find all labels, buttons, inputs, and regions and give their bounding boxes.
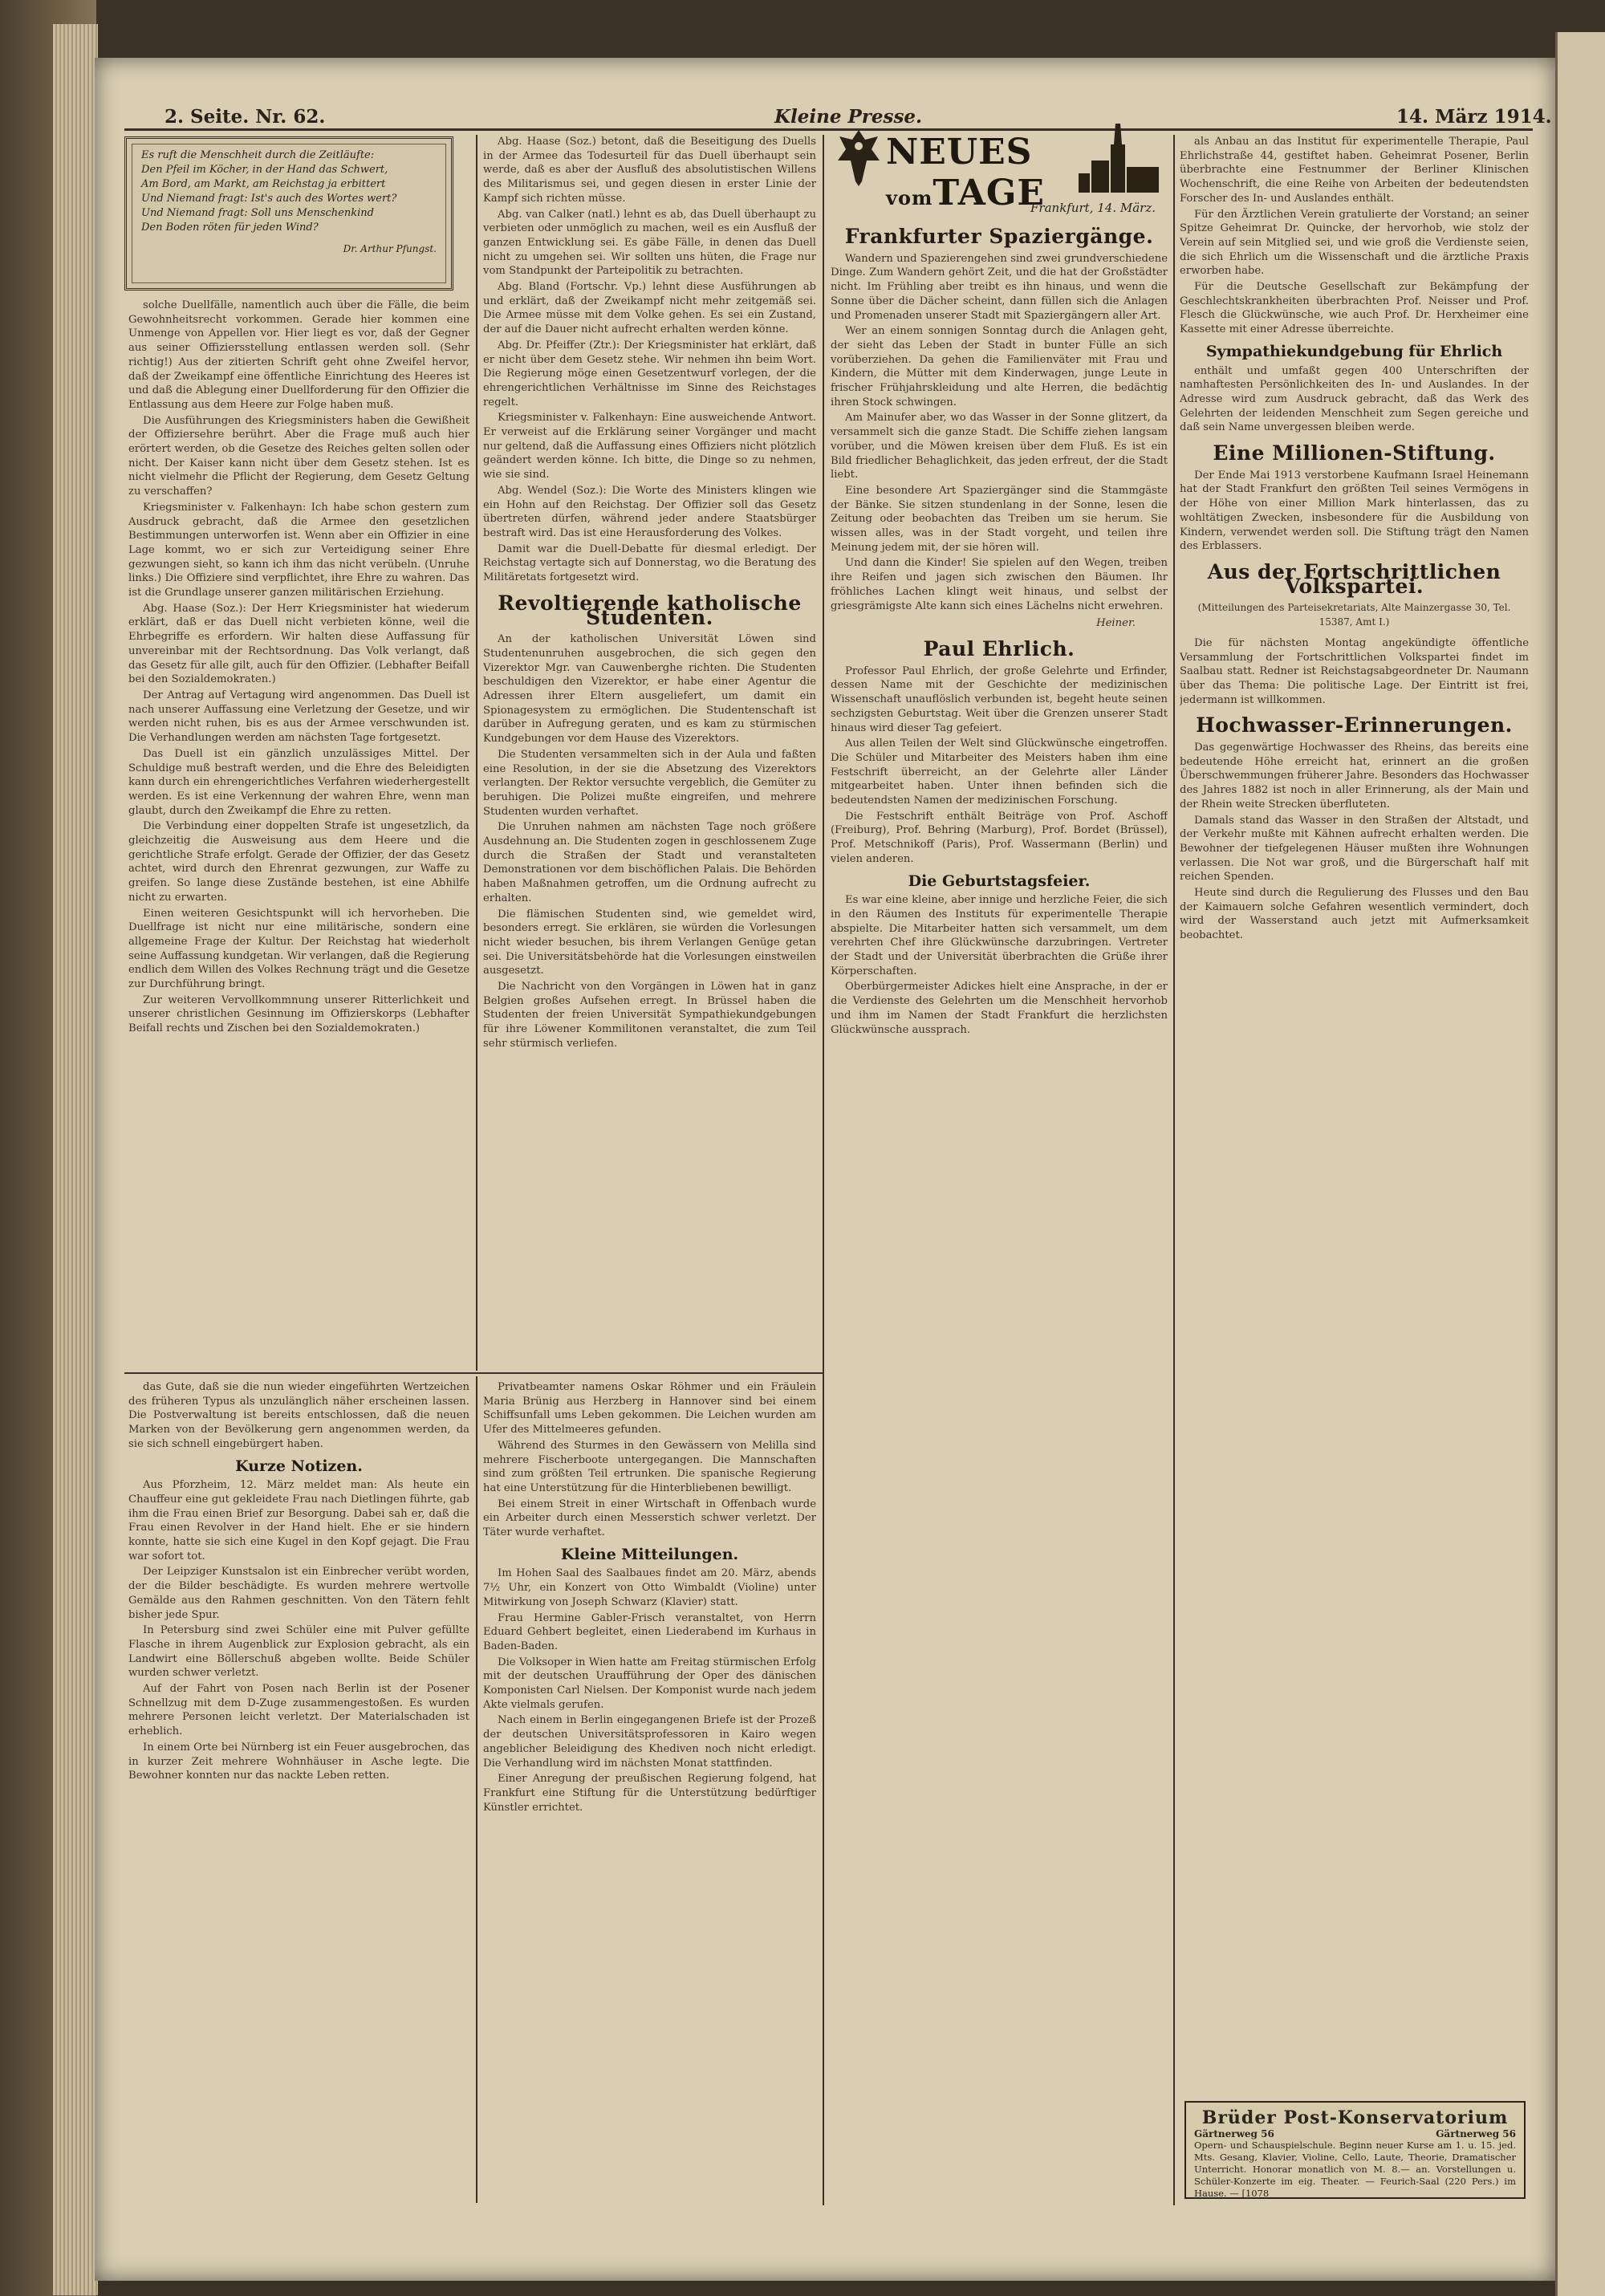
poem-line: Den Pfeil im Köcher, in der Hand das Schwert, <box>141 164 388 176</box>
poem-author: Dr. Arthur Pfungst. <box>343 243 437 254</box>
article-subheading: Kurze Notizen. <box>235 1457 363 1475</box>
article-paragraph: Am Mainufer aber, wo das Wasser in der Sonne glitzert, da versammelt sich die ganze Stadt. Die Schiffe ziehen langsam vorüber, und die Möwen kreisen über dem Fluß. Es ist ein Bild friedlicher Behaglichkeit, das jeden erfreut, der die Stadt liebt. <box>831 412 1168 482</box>
article-paragraph: Und dann die Kinder! Sie spielen auf den Wegen, treiben ihre Reifen und jagen sich zwischen den Bäumen. Ihr fröhliches Lachen klingt weit hinaus, und selbst der griesgrämigste Alte kann sich eines Lächelns nicht erwehren. <box>831 557 1168 612</box>
article-paragraph: An der katholischen Universität Löwen sind Studentenunruhen ausgebrochen, die sich gegen den Vizerektor Mgr. van Cauwenberghe richten. Die Studenten beschuldigen den Vizerektor, er habe einer Agentur die Adressen ihrer Eltern ausgeliefert, um damit ein Spionagesystem zu ermöglichen. Die Studentenschaft ist darüber in Aufregung geraten, und es kam zu stürmischen Kundgebungen vor dem Hause des Vizerektors. <box>483 633 816 746</box>
article-heading: Aus der Fortschrittlichen Volkspartei. <box>1207 559 1501 598</box>
column-rule <box>476 1376 477 2203</box>
article-paragraph: Einer Anregung der preußischen Regierung folgend, hat Frankfurt eine Stiftung für die Unterstützung bedürftiger Künstler errichtet. <box>483 1773 816 1814</box>
masthead-word-vom: vom <box>886 186 933 209</box>
article-paragraph: Der Ende Mai 1913 verstorbene Kaufmann Israel Heinemann hat der Stadt Frankfurt den größten Teil seines Vermögens in der Höhe von einer Million Mark hinterlassen, das zu wohltätigen Zwecken, insbesondere für die Ausbildung von Kindern, verwendet werden soll. Die Stiftung trägt den Namen des Erblassers. <box>1180 469 1529 553</box>
article-paragraph: Damit war die Duell-Debatte für diesmal erledigt. Der Reichstag vertagte sich auf Donnerstag, wo die Beratung des Militäretats fortgesetzt wird. <box>483 543 816 584</box>
article-paragraph: solche Duellfälle, namentlich auch über die Fälle, die beim Gewohnheitsrecht vorkommen. Gerade hier kommen eine Unmenge von Appellen vor. Hier liegt es vor, daß der Gegner aus seiner Offiziersstellung entlassen werden soll. (Sehr richtig!) Aus der zitierten Schrift geht ohne Zweifel hervor, daß der Zweikampf eine öffentliche Einrichtung des Heeres ist und daß die Ablegung einer Duellforderung für den Offizier die Entlassung aus dem Heere zur Folge haben muß. <box>128 299 469 411</box>
column-rule <box>1173 135 1175 2205</box>
masthead-word-neues: NEUES <box>886 132 1033 173</box>
article-paragraph: Abg. Bland (Fortschr. Vp.) lehnt diese Ausführungen ab und erklärt, daß der Zweikampf nicht mehr zeitgemäß sei. Die Armee müsse mit dem Volke gehen. Es sei ein Zustand, der auf die Dauer nicht aufrecht erhalten werden könne. <box>483 281 816 336</box>
article-paragraph: Abg. Dr. Pfeiffer (Ztr.): Der Kriegsminister hat erklärt, daß er nicht über dem Gesetz stehe. Wir nehmen ihn beim Wort. Die Regierung möge einen Gesetzentwurf vorlegen, der die ehrengerichtlichen Verhältnisse im Sinne des Reichstages regelt. <box>483 339 816 408</box>
poem-line: Den Boden röten für jeden Wind? <box>141 221 319 234</box>
article-paragraph: Der Antrag auf Vertagung wird angenommen. Das Duell ist nach unserer Auffassung eine Verletzung der Gesetze, und wir werden nicht ruhen, bis es aus der Armee verschwunden ist. Die Verhandlungen werden am nächsten Tage fortgesetzt. <box>128 689 469 745</box>
poem-line: Am Bord, am Markt, am Reichstag ja erbittert <box>141 178 386 190</box>
article-paragraph: Der Leipziger Kunstsalon ist ein Einbrecher verübt worden, der die Bilder beschädigte. Es wurden mehrere wertvolle Gemälde aus den Rahmen geschnitten. Von den Tätern fehlt bisher jede Spur. <box>128 1566 469 1621</box>
article-paragraph: Abg. van Calker (natl.) lehnt es ab, das Duell überhaupt zu verbieten oder unmöglich zu machen, weil es ein Ausfluß der ganzen Entwicklung sei. Es gäbe Fälle, in denen das Duell nicht zu umgehen sei. Wir sollten uns hüten, die Frage nur vom Standpunkt der Parteipolitik zu betrachten. <box>483 208 816 278</box>
article-paragraph: Abg. Wendel (Soz.): Die Worte des Ministers klingen wie ein Hohn auf den Reichstag. Der Offizier soll das Gesetz übertreten dürfen, während jeder andere Staatsbürger bestraft wird. Das ist eine Herausforderung des Volkes. <box>483 484 816 539</box>
eagle-icon <box>835 125 883 189</box>
article-paragraph: Aus Pforzheim, 12. März meldet man: Als heute ein Chauffeur eine gut gekleidete Frau nach Dietlingen führte, gab ihm die Frau einen Brief zur Besorgung. Dabei sah er, daß die Frau einen Revolver in der Hand hielt. Ehe er sie hindern konnte, hatte sie sich eine Kugel in den Kopf gejagt. Die Frau war sofort tot. <box>128 1479 469 1562</box>
neues-vom-tage-masthead <box>835 120 1164 215</box>
author-signature: Heiner. <box>1096 617 1136 630</box>
article-paragraph: In einem Orte bei Nürnberg ist ein Feuer ausgebrochen, das in kurzer Zeit mehrere Wohnhäuser in Asche legte. Die Bewohner konnten nur das nackte Leben retten. <box>128 1741 469 1782</box>
article-subtitle: (Mitteilungen des Parteisekretariats, Alte Mainzergasse 30, Tel. 15387, Amt I.) <box>1197 602 1511 628</box>
article-paragraph: Die Studenten versammelten sich in der Aula und faßten eine Resolution, in der sie die Absetzung des Vizerektors verlangten. Der Rektor versuchte vergeblich, die Gemüter zu beruhigen. Die Polizei mußte eingreifen, und mehrere Studenten wurden verhaftet. <box>483 748 816 818</box>
page-number-label: 2. Seite. Nr. 62. <box>165 106 326 128</box>
article-paragraph: Im Hohen Saal des Saalbaues findet am 20. März, abends 7½ Uhr, ein Konzert von Otto Wimbaldt (Violine) unter Mitwirkung von Joseph Schwarz (Klavier) statt. <box>483 1567 816 1608</box>
article-paragraph: Wandern und Spazierengehen sind zwei grundverschiedene Dinge. Zum Wandern gehört Zeit, und die hat der Großstädter nicht. Im Frühling aber treibt es ihn hinaus, und wenn die Sonne über die Dächer scheint, dann füllen sich die Anlagen und Promenaden unserer Stadt mit Spaziergängern aller Art. <box>831 252 1168 322</box>
article-paragraph: Abg. Haase (Soz.) betont, daß die Beseitigung des Duells in der Armee das Todesurteil für das Duell überhaupt sein werde, daß es aber der Ausfluß des absolutistischen Willens des Militarismus sei, und gegen diesen in erster Linie der Kampf sich richten müsse. <box>483 136 816 205</box>
article-paragraph: Die Festschrift enthält Beiträge von Prof. Aschoff (Freiburg), Prof. Behring (Marburg), Prof. Bordet (Brüssel), Prof. Metschnikoff (Paris), Prof. Wassermann (Berlin) und vielen anderen. <box>831 810 1168 865</box>
bottom-column-1 <box>128 1380 469 2199</box>
article-paragraph: Für die Deutsche Gesellschaft zur Bekämpfung der Geschlechtskrankheiten überbrachten Prof. Neisser und Prof. Flesch die Glückwünsche, wie auch Prof. Dr. Herxheimer eine Kassette mit einer Adresse überreichte. <box>1180 281 1529 336</box>
article-paragraph: Kriegsminister v. Falkenhayn: Eine ausweichende Antwort. Er verweist auf die Erklärung seiner Vorgänger und macht nur geltend, daß die Auffassung eines Offiziers nicht plötzlich geändert werden könne. Ich bitte, die Dinge so zu nehmen, wie sie sind. <box>483 412 816 482</box>
poem-line: Es ruft die Menschheit durch die Zeitläufte: <box>141 149 375 161</box>
article-paragraph: Auf der Fahrt von Posen nach Berlin ist der Posener Schnellzug mit dem D-Zuge zusammengestoßen. Es wurden mehrere Personen leicht verletzt. Der Materialschaden ist erheblich. <box>128 1683 469 1738</box>
article-paragraph: Frau Hermine Gabler-Frisch veranstaltet, von Herrn Eduard Gehbert begleitet, einen Liederabend im Kurhaus in Baden-Baden. <box>483 1611 816 1652</box>
article-paragraph: Nach einem in Berlin eingegangenen Briefe ist der Prozeß der deutschen Universitätsprofessoren in Kairo wegen angeblicher Beleidigung des Khediven noch nicht erledigt. Die Verhandlung wird im nächsten Monat stattfinden. <box>483 1714 816 1770</box>
article-paragraph: Die Nachricht von den Vorgängen in Löwen hat in ganz Belgien großes Aufsehen erregt. In Brüssel haben die Studenten der freien Universität Sympathiekundgebungen für ihre Löwener Kommilitonen veranstaltet, die zum Teil sehr stürmisch verliefen. <box>483 981 816 1050</box>
article-subheading: Sympathiekundgebung für Ehrlich <box>1205 342 1503 360</box>
column-3 <box>831 218 1168 2201</box>
ad-address-right: Gärtnerweg 56 <box>1436 2128 1516 2140</box>
article-heading: Revoltierende katholische Studenten. <box>498 591 802 629</box>
article-paragraph: Eine besondere Art Spaziergänger sind die Stammgäste der Bänke. Sie sitzen stundenlang in der Sonne, lesen die Zeitung oder beobachten das Treiben um sie herum. Sie wissen alles, was in der Stadt vorgeht, und teilen ihre Meinung jedem mit, der sie hören will. <box>831 484 1168 554</box>
article-paragraph: Damals stand das Wasser in den Straßen der Altstadt, und der Verkehr mußte mit Kähnen aufrecht erhalten werden. Die Bewohner der tiefgelegenen Häuser mußten ihre Wohnungen verlassen. Die Not war groß, und die Bürgerschaft half mit reichen Spenden. <box>1180 814 1529 884</box>
article-paragraph: Wer an einem sonnigen Sonntag durch die Anlagen geht, der sieht das Leben der Stadt in bunter Fülle an sich vorüberziehen. Da gehen die Familienväter mit Frau und Kindern, die Mütter mit dem Kinderwagen, junge Leute in frischer Frühjahrskleidung und alte Herren, die bedächtig ihren Stock schwingen. <box>831 325 1168 408</box>
page-stack-edge <box>53 24 98 2295</box>
poem-box <box>124 136 453 291</box>
article-paragraph: Zur weiteren Vervollkommnung unserer Ritterlichkeit und unserer christlichen Gesinnung im Offizierskorps (Lebhafter Beifall rechts und Zischen bei den Sozialdemokraten.) <box>128 994 469 1035</box>
article-paragraph: Die Unruhen nahmen am nächsten Tage noch größere Ausdehnung an. Die Studenten zogen in geschlossenem Zuge durch die Straßen der Stadt und veranstalteten Demonstrationen vor dem bischöflichen Palais. Die Behörden haben Maßnahmen getroffen, um die Ordnung aufrecht zu erhalten. <box>483 821 816 904</box>
article-paragraph: Aus allen Teilen der Welt sind Glückwünsche eingetroffen. Die Schüler und Mitarbeiter des Meisters haben ihm eine Festschrift überreicht, an der Gelehrte aller Länder mitgearbeitet haben. Unter ihnen befinden sich die bedeutendsten Namen der medizinischen Forschung. <box>831 738 1168 807</box>
article-subheading: Kleine Mitteilungen. <box>560 1545 739 1563</box>
article-paragraph: Es war eine kleine, aber innige und herzliche Feier, die sich in den Räumen des Instituts für experimentelle Therapie abspielte. Die Mitarbeiter hatten sich versammelt, um dem verehrten Chef ihre Glückwünsche darzubringen. Vertreter der Stadt und der Universität überbrachten die Grüße ihrer Körperschaften. <box>831 894 1168 977</box>
article-paragraph: Heute sind durch die Regulierung des Flusses und den Bau der Kaimauern solche Gefahren wesentlich vermindert, doch wird der Wasserstand auch jetzt mit Aufmerksamkeit beobachtet. <box>1180 887 1529 942</box>
masthead-word-tage: TAGE <box>933 173 1045 213</box>
paper-name: Kleine Presse. <box>774 106 923 128</box>
article-paragraph: Das gegenwärtige Hochwasser des Rheins, das bereits eine bedeutende Höhe erreicht hat, erinnert an die großen Überschwemmungen früherer Jahre. Besonders das Hochwasser des Jahres 1882 ist noch in aller Erinnerung, als der Main und der Rhein weite Strecken überfluteten. <box>1180 742 1529 811</box>
article-paragraph: Professor Paul Ehrlich, der große Gelehrte und Erfinder, dessen Name mit der Geschichte der medizinischen Wissenschaft unauflöslich verbunden ist, begeht heute seinen sechzigsten Geburtstag. Weit über die Grenzen unserer Stadt hinaus wird dieser Tag gefeiert. <box>831 664 1168 734</box>
ad-address-left: Gärtnerweg 56 <box>1194 2128 1274 2140</box>
dateline: Frankfurt, 14. März. <box>1030 201 1156 215</box>
article-paragraph: Kriegsminister v. Falkenhayn: Ich habe schon gestern zum Ausdruck gebracht, daß die Armee den gesetzlichen Bestimmungen unterworfen ist. Wenn aber ein Offizier in eine Lage kommt, wo er sich zur Verteidigung seiner Ehre gezwungen sieht, so kann ich ihm das nicht verübeln. (Unruhe links.) Die Offiziere sind verpflichtet, ihre Ehre zu wahren. Das ist die Grundlage unserer ganzen militärischen Erziehung. <box>128 501 469 599</box>
article-paragraph: Die flämischen Studenten sind, wie gemeldet wird, besonders erregt. Sie erklären, sie würden die Vorlesungen nicht wieder besuchen, bis ihrem Verlangen Genüge getan sei. Die Universitätsbehörde hat die Vorlesungen einstweilen ausgesetzt. <box>483 908 816 977</box>
column-rule <box>823 135 824 2205</box>
article-paragraph: Oberbürgermeister Adickes hielt eine Ansprache, in der er die Verdienste des Gelehrten um die Menschheit hervorhob und ihm im Namen der Stadt Frankfurt die herzlichsten Glückwünsche aussprach. <box>831 981 1168 1036</box>
article-paragraph: Die Volksoper in Wien hatte am Freitag stürmischen Erfolg mit der deutschen Uraufführung der Oper des dänischen Komponisten Carl Nielsen. Der Komponist wurde nach jedem Akte vielmals gerufen. <box>483 1656 816 1711</box>
header-rule <box>124 128 1533 131</box>
article-heading: Paul Ehrlich. <box>923 636 1075 660</box>
column-2 <box>483 135 816 1367</box>
article-paragraph: Einen weiteren Gesichtspunkt will ich hervorheben. Die Duellfrage ist nicht nur eine militärische, sondern eine allgemeine Frage der Kultur. Der Reichstag hat wiederholt seine Auffassung kundgetan. Wir verlangen, daß die Regierung endlich dem Willen des Volkes Rechnung trägt und die Gesetze zur Durchführung bringt. <box>128 907 469 991</box>
article-heading: Hochwasser-Erinnerungen. <box>1196 713 1513 738</box>
ad-address-row <box>1194 2128 1516 2140</box>
article-paragraph: Während des Sturmes in den Gewässern von Melilla sind mehrere Fischerboote untergegangen. Die Mannschaften sind zum größten Teil ertrunken. Die spanische Regierung hat eine Unterstützung für die Hinterbliebenen bewilligt. <box>483 1439 816 1494</box>
ad-title: Brüder Post-Konservatorium <box>1201 2107 1509 2128</box>
article-paragraph: enthält und umfaßt gegen 400 Unterschriften der namhaftesten Persönlichkeiten des In- und Auslandes. In der Adresse wird zum Ausdruck gebracht, daß das Werk des Gelehrten der leidenden Menschheit zum Segen gereiche und daß sein Name unvergessen bleiben werde. <box>1180 364 1529 434</box>
article-paragraph: das Gute, daß sie die nun wieder eingeführten Wertzeichen des früheren Typus als unzulänglich näher erscheinen lassen. Die Postverwaltung ist bereits entschlossen, daß die neuen Marken von der Bevölkerung gern angenommen werden, da sie sich schnell eingebürgert haben. <box>128 1381 469 1450</box>
article-subheading: Die Geburtstagsfeier. <box>908 872 1091 890</box>
poem-line: Und Niemand fragt: Ist's auch des Wortes wert? <box>141 193 397 205</box>
conservatory-advertisement <box>1184 2101 1526 2199</box>
article-paragraph: Die Verbindung einer doppelten Strafe ist ungesetzlich, da gleichzeitig die Ausweisung aus dem Heere und die gerichtliche Strafe erfolgt. Gerade der Offizier, der das Gesetz achtet, wird durch den Ehrenrat gezwungen, zur Waffe zu greifen. So lange diese Zustände bestehen, ist eine Abhilfe nicht zu erwarten. <box>128 820 469 904</box>
article-paragraph: Abg. Haase (Soz.): Der Herr Kriegsminister hat wiederum erklärt, daß er das Duell nicht verbieten könne, weil die Ehrbegriffe es erfordern. Wir halten diese Auffassung für unvereinbar mit der Rechtsordnung. Das Volk verlangt, daß das Gesetz für alle gilt, auch für den Offizier. (Lebhafter Beifall bei den Sozialdemokraten.) <box>128 602 469 686</box>
article-paragraph: Die für nächsten Montag angekündigte öffentliche Versammlung der Fortschrittlichen Volkspartei findet im Saalbau statt. Redner ist Reichstagsabgeordneter Dr. Naumann über das Thema: Die politische Lage. Der Eintritt ist frei, jedermann ist willkommen. <box>1180 636 1529 706</box>
column-1 <box>128 299 469 1366</box>
column-rule <box>476 135 477 1371</box>
article-paragraph: Die Ausführungen des Kriegsministers haben die Gewißheit der Offiziersehre berührt. Aber die Frage muß auch hier erörtert werden, ob die Gesetze des Reiches gelten sollen oder nicht. Der Kaiser kann nicht über dem Gesetz stehen. Ist es nicht vielmehr die Pflicht der Regierung, dem Gesetz Geltung zu verschaffen? <box>128 414 469 498</box>
article-paragraph: als Anbau an das Institut für experimentelle Therapie, Paul Ehrlichstraße 44, gestiftet haben. Geheimrat Posener, Berlin überbrachte eine Festnummer der Berliner Klinischen Wochenschrift, die eine Reihe von Arbeiten der bedeutendsten Forscher des In- und Auslandes enthält. <box>1180 136 1529 205</box>
column-4 <box>1180 135 1529 2093</box>
article-heading: Frankfurter Spaziergänge. <box>844 225 1154 248</box>
ad-text: Opern- und Schauspielschule. Beginn neuer Kurse am 1. u. 15. jed. Mts. Gesang, Klavier, Violine, Cello, Laute, Theorie, Dramatischer Unterricht. Honorar monatlich von M. 8.— an. Vorstellungen u. Schüler-Konzerte im eig. Theater. — Feurich-Saal (220 Pers.) im Hause. — [1078 <box>1194 2140 1516 2199</box>
poem-line: Und Niemand fragt: Soll uns Menschenkind <box>141 207 374 219</box>
article-paragraph: In Petersburg sind zwei Schüler eine mit Pulver gefüllte Flasche in ihrem Augenblick zur Explosion gebracht, als ein Landwirt eine Böllerschuß abgeben wollte. Beide Schüler wurden schwer verletzt. <box>128 1624 469 1680</box>
article-paragraph: Privatbeamter namens Oskar Röhmer und ein Fräulein Maria Brünig aus Herzberg in Hannover sind bei einem Schiffsunfall ums Leben gekommen. Die Leichen wurden am Ufer des Mittelmeeres gefunden. <box>483 1381 816 1437</box>
section-rule <box>124 1372 823 1374</box>
article-paragraph: Bei einem Streit in einer Wirtschaft in Offenbach wurde ein Arbeiter durch einen Messerstich schwer verletzt. Der Täter wurde verhaftet. <box>483 1497 816 1539</box>
article-paragraph: Für den Ärztlichen Verein gratulierte der Vorstand; an seiner Spitze Geheimrat Dr. Quincke, der hervorhob, wie stolz der Verein auf sein Mitglied sei, und wie groß die Verdienste seien, die sich Ehrlich um die Wissenschaft und die ärztliche Praxis erworben habe. <box>1180 208 1529 278</box>
article-paragraph: Das Duell ist ein gänzlich unzulässiges Mittel. Der Schuldige muß bestraft werden, und die Ehre des Beleidigten kann durch ein ehrengerichtliches Verfahren wiederhergestellt werden. Es ist eine Verkennung der wahren Ehre, wenn man glaubt, durch den Zweikampf die Ehre zu retten. <box>128 747 469 817</box>
bottom-column-2 <box>483 1380 816 2199</box>
cathedral-icon <box>1075 120 1164 194</box>
issue-date: 14. März 1914. <box>1396 106 1552 128</box>
article-heading: Eine Millionen-Stiftung. <box>1213 441 1496 465</box>
next-page-edge <box>1555 32 1605 2296</box>
